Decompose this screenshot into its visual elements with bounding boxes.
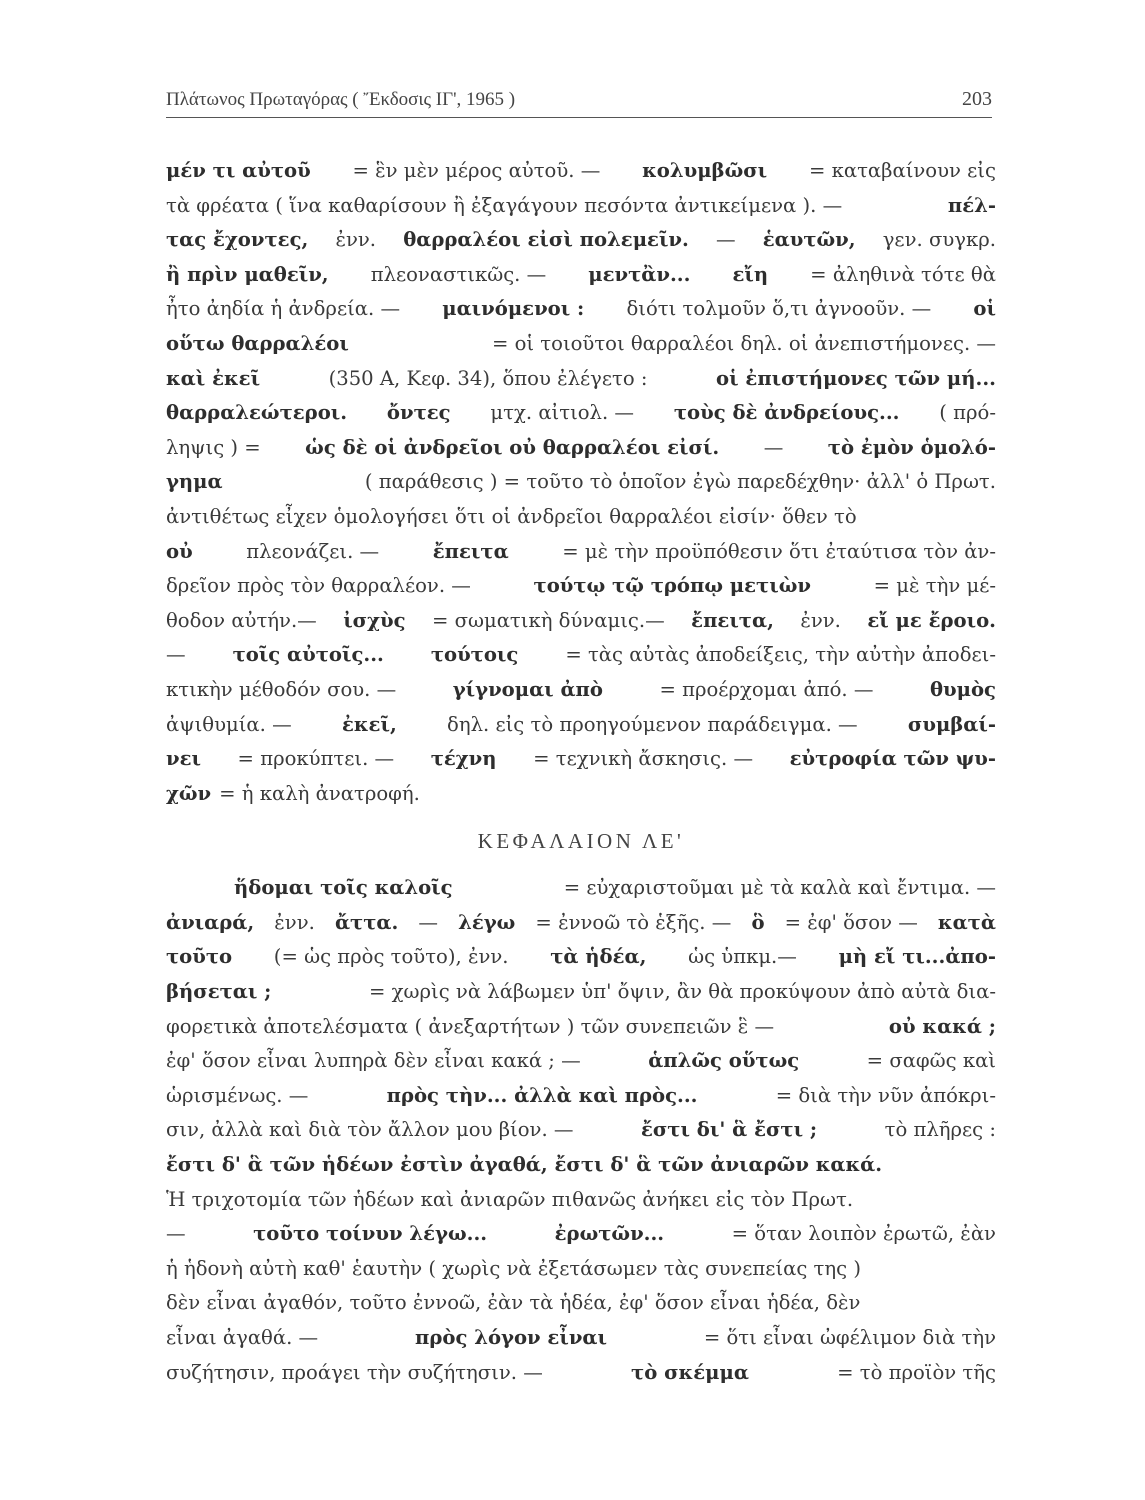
gloss-text: = μὲ τὴν προϋπόθεσιν ὅτι ἐταύτισα τὸν ἀν- bbox=[562, 539, 996, 563]
gloss-text: = ὅτι εἶναι ὠφέλιμον διὰ τὴν bbox=[703, 1326, 996, 1349]
gloss-text: — bbox=[716, 228, 736, 252]
gloss-text: μτχ. αἰτιολ. — bbox=[490, 401, 635, 425]
text-line bbox=[166, 1010, 996, 1045]
lemma-term: ἰσχὺς bbox=[343, 608, 406, 632]
lemma-term: θυμὸς bbox=[929, 677, 996, 701]
lemma-term: κολυμβῶσι bbox=[642, 159, 768, 182]
lemma-term: τοὺς δὲ ἀνδρείους... bbox=[673, 401, 900, 425]
lemma-term: εὐτροφία τῶν ψυ- bbox=[789, 747, 996, 771]
gloss-text: = προέρχομαι ἀπό. — bbox=[659, 677, 874, 701]
text-line bbox=[166, 362, 996, 397]
gloss-text: ἀψιθυμία. — bbox=[166, 712, 292, 736]
lemma-term: οἱ ἐπιστήμονες τῶν μή... bbox=[716, 366, 996, 390]
gloss-text: Ἡ τριχοτομία τῶν ἡδέων καὶ ἀνιαρῶν πιθανῶς ἀνήκει εἰς τὸν Πρωτ. bbox=[166, 1187, 854, 1211]
text-line bbox=[166, 777, 996, 812]
gloss-text: γεν. συγκρ. bbox=[882, 228, 996, 252]
lemma-term: τὸ ἐμὸν ὁμολό- bbox=[827, 435, 996, 459]
lemma-term: κατὰ bbox=[937, 910, 996, 934]
gloss-text: ἐφ' ὅσον εἶναι λυπηρὰ δὲν εἶναι κακά ; — bbox=[166, 1049, 581, 1073]
lemma-term: μὴ εἴ τι...ἀπο- bbox=[838, 945, 996, 969]
lemma-term: πέλ- bbox=[947, 193, 996, 217]
gloss-text: = ἓν μὲν μέρος αὐτοῦ. — bbox=[352, 159, 601, 182]
gloss-text: δηλ. εἰς τὸ προηγούμενον παράδειγμα. — bbox=[447, 712, 858, 736]
lemma-term: τὰ ἡδέα, bbox=[550, 945, 647, 969]
gloss-text: δὲν εἶναι ἀγαθόν, τοῦτο ἐννοῶ, ἐὰν τὰ ἡδέα, ἐφ' ὅσον εἶναι ἡδέα, δὲν bbox=[166, 1291, 861, 1315]
lemma-term: τοῖς αὐτοῖς... bbox=[232, 643, 384, 667]
lemma-term: τούτοις bbox=[430, 643, 519, 667]
gloss-text: ὡς ὑπκμ.— bbox=[688, 945, 797, 969]
text-line bbox=[166, 1356, 996, 1391]
text-line bbox=[166, 292, 996, 327]
lemma-term: ἁπλῶς οὕτως bbox=[648, 1049, 800, 1073]
gloss-text: (= ὡς πρὸς τοῦτο), ἐνν. bbox=[273, 945, 509, 969]
lemma-term: τὸ σκέμμα bbox=[631, 1360, 749, 1384]
running-title: Πλάτωνος Πρωταγόρας ( Ἔκδοσις ΙΓ', 1965 ) bbox=[166, 89, 516, 110]
gloss-text: = ἐφ' ὅσον — bbox=[784, 910, 918, 934]
gloss-text: = τὰς αὐτὰς ἀποδείξεις, τὴν αὐτὴν ἀποδει- bbox=[565, 643, 996, 667]
lemma-term: ἄττα. bbox=[334, 910, 399, 934]
gloss-text: εἶναι ἀγαθά. — bbox=[166, 1326, 319, 1349]
text-line bbox=[166, 673, 996, 708]
text-line bbox=[166, 1321, 996, 1356]
lemma-term: γημα bbox=[166, 470, 223, 494]
gloss-text: = τὸ προϊὸν τῆς bbox=[837, 1360, 996, 1384]
gloss-text: ὡρισμένως. — bbox=[166, 1083, 309, 1107]
gloss-text: = ἀληθινὰ τότε θὰ bbox=[810, 262, 996, 286]
gloss-text: = ἐννοῶ τὸ ἑξῆς. — bbox=[535, 910, 732, 934]
lemma-term: ἢ πρὶν μαθεῖν, bbox=[166, 262, 329, 286]
text-line bbox=[166, 500, 996, 535]
gloss-text: = προκύπτει. — bbox=[237, 747, 395, 771]
page-number: 203 bbox=[962, 88, 992, 110]
text-line bbox=[166, 223, 996, 258]
gloss-text: συζήτησιν, προάγει τὴν συζήτησιν. — bbox=[166, 1360, 543, 1384]
gloss-text: ( παράθεσις ) = τοῦτο τὸ ὁποῖον ἐγὼ παρεδέχθην· ἀλλ' ὁ Πρωτ. bbox=[364, 470, 996, 494]
lemma-term: τέχνη bbox=[430, 747, 497, 771]
text-line bbox=[166, 258, 996, 293]
lemma-term: ἑαυτῶν, bbox=[762, 228, 856, 252]
text-line bbox=[166, 431, 996, 466]
text-line bbox=[166, 975, 996, 1010]
lemma-term: βήσεται ; bbox=[166, 980, 272, 1004]
commentary-section-1 bbox=[166, 154, 996, 811]
gloss-text: τὰ φρέατα ( ἵνα καθαρίσουν ἢ ἐξαγάγουν πεσόντα ἀντικείμενα ). — bbox=[166, 193, 843, 217]
gloss-text: — bbox=[166, 643, 186, 667]
lemma-term: χῶν bbox=[166, 781, 212, 805]
lemma-term: γίγνομαι ἀπὸ bbox=[452, 677, 603, 701]
gloss-text: = τεχνικὴ ἄσκησις. — bbox=[533, 747, 754, 771]
gloss-text: = σωματικὴ δύναμις.— bbox=[431, 608, 665, 632]
gloss-text: — bbox=[763, 435, 784, 459]
text-line bbox=[166, 940, 996, 975]
chapter-heading: ΚΕΦΑΛΑΙΟΝ ΛΕ' bbox=[477, 829, 685, 854]
lemma-term: εἴη bbox=[732, 262, 769, 286]
lemma-term: οὕτω θαρραλέοι bbox=[166, 331, 349, 355]
text-line bbox=[166, 871, 996, 906]
lemma-term: μαινόμενοι : bbox=[442, 297, 585, 321]
lemma-term: ὃ bbox=[751, 910, 765, 934]
text-line bbox=[166, 742, 996, 777]
lemma-term: εἴ με ἔροιο. bbox=[867, 608, 996, 632]
gloss-text: θοδον αὐτήν.— bbox=[166, 608, 317, 632]
gloss-text: = ἡ καλὴ ἀνατροφή. bbox=[219, 781, 420, 805]
lemma-term: ἔστι δ' ἃ τῶν ἡδέων ἐστὶν ἀγαθά, ἔστι δ' ἃ τῶν ἀνιαρῶν κακά. bbox=[166, 1153, 883, 1177]
lemma-term: πρὸς λόγον εἶναι bbox=[415, 1326, 607, 1349]
lemma-term: θαρραλέοι εἰσὶ πολεμεῖν. bbox=[403, 228, 689, 252]
lemma-term: πρὸς τὴν... ἀλλὰ καὶ πρὸς... bbox=[386, 1083, 698, 1107]
gloss-text: — bbox=[166, 1222, 186, 1246]
lemma-term: ἀνιαρά, bbox=[166, 910, 255, 934]
gloss-text: = ὅταν λοιπὸν ἐρωτῶ, ἐὰν bbox=[731, 1222, 996, 1246]
lemma-term: ὡς δὲ οἱ ἀνδρεῖοι οὐ θαρραλέοι εἰσί. bbox=[305, 435, 720, 459]
lemma-term: νει bbox=[166, 747, 201, 771]
gloss-text: ἀντιθέτως εἶχεν ὁμολογήσει ὅτι οἱ ἀνδρεῖοι θαρραλέοι εἰσίν· ὅθεν τὸ bbox=[166, 504, 857, 528]
lemma-term: μεντἂν... bbox=[588, 262, 691, 286]
lemma-term: τοῦτο τοίνυν λέγω... bbox=[253, 1222, 488, 1246]
text-line bbox=[166, 604, 996, 639]
text-line bbox=[166, 638, 996, 673]
commentary-section-2 bbox=[166, 871, 996, 1390]
gloss-text: = σαφῶς καὶ bbox=[866, 1049, 996, 1073]
gloss-text: — bbox=[418, 910, 438, 934]
page-body bbox=[166, 154, 996, 1390]
lemma-term: ἥδομαι τοῖς καλοῖς bbox=[234, 876, 453, 900]
gloss-text: = χωρὶς νὰ λάβωμεν ὑπ' ὄψιν, ἂν θὰ προκύψουν ἀπὸ αὐτὰ δια- bbox=[369, 980, 996, 1004]
gloss-text: ἦτο ἀηδία ἡ ἀνδρεία. — bbox=[166, 297, 401, 321]
lemma-term: οὐ bbox=[166, 539, 193, 563]
text-line bbox=[166, 1252, 996, 1287]
lemma-term: ἔστι δι' ἃ ἔστι ; bbox=[640, 1118, 818, 1142]
text-line bbox=[166, 906, 996, 941]
text-line bbox=[166, 327, 996, 362]
text-line bbox=[166, 569, 996, 604]
text-line bbox=[166, 708, 996, 743]
gloss-text: σιν, ἀλλὰ καὶ διὰ τὸν ἄλλον μου βίον. — bbox=[166, 1118, 574, 1142]
text-line bbox=[166, 1217, 996, 1252]
text-line bbox=[166, 396, 996, 431]
lemma-term: ὄντες bbox=[386, 401, 451, 425]
gloss-text: = οἱ τοιοῦτοι θαρραλέοι δηλ. οἱ ἀνεπιστήμονες. — bbox=[491, 331, 996, 355]
text-line bbox=[166, 1286, 996, 1321]
gloss-text: = εὐχαριστοῦμαι μὲ τὰ καλὰ καὶ ἔντιμα. — bbox=[563, 876, 996, 900]
text-line bbox=[166, 1148, 996, 1183]
gloss-text: τὸ πλῆρες : bbox=[884, 1118, 996, 1142]
lemma-term: μέν τι αὐτοῦ bbox=[166, 159, 311, 182]
lemma-term: οὐ κακά ; bbox=[888, 1014, 996, 1038]
lemma-term: οἱ bbox=[973, 297, 996, 321]
running-header bbox=[166, 88, 992, 118]
lemma-term: συμβαί- bbox=[907, 712, 996, 736]
lemma-term: καὶ ἐκεῖ bbox=[166, 366, 261, 390]
gloss-text: δρεῖον πρὸς τὸν θαρραλέον. — bbox=[166, 574, 471, 598]
lemma-term: ἔπειτα, bbox=[691, 608, 774, 632]
lemma-term: θαρραλεώτεροι. bbox=[166, 401, 348, 425]
gloss-text: = διὰ τὴν νῦν ἀπόκρι- bbox=[775, 1083, 996, 1107]
gloss-text: πλεοναστικῶς. — bbox=[370, 262, 547, 286]
text-line bbox=[166, 189, 996, 224]
text-line bbox=[166, 1183, 996, 1218]
gloss-text: πλεονάζει. — bbox=[246, 539, 380, 563]
text-line bbox=[166, 465, 996, 500]
gloss-text: ἡ ἡδονὴ αὐτὴ καθ' ἑαυτὴν ( χωρὶς νὰ ἐξετάσωμεν τὰς συνεπείας της ) bbox=[166, 1256, 861, 1280]
lemma-term: τας ἔχοντες, bbox=[166, 228, 309, 252]
lemma-term: λέγω bbox=[458, 910, 516, 934]
text-line bbox=[166, 1113, 996, 1148]
gloss-text: ἐνν. bbox=[335, 228, 377, 252]
gloss-text: φορετικὰ ἀποτελέσματα ( ἀνεξαρτήτων ) τῶν συνεπειῶν ἓ — bbox=[166, 1014, 775, 1038]
gloss-text: ἐνν. bbox=[274, 910, 315, 934]
gloss-text: (350 A, Κεφ. 34), ὅπου ἐλέγετο : bbox=[328, 366, 648, 390]
gloss-text: ἐνν. bbox=[800, 608, 841, 632]
lemma-term: ἐρωτῶν... bbox=[554, 1222, 665, 1246]
lemma-term: ἐκεῖ, bbox=[341, 712, 397, 736]
text-line bbox=[166, 154, 996, 189]
gloss-text: = μὲ τὴν μέ- bbox=[873, 574, 996, 598]
text-line bbox=[166, 1044, 996, 1079]
text-line bbox=[166, 535, 996, 570]
gloss-text: = καταβαίνουν εἰς bbox=[808, 159, 996, 182]
gloss-text: διότι τολμοῦν ὅ,τι ἀγνοοῦν. — bbox=[626, 297, 932, 321]
gloss-text: κτικὴν μέθοδόν σου. — bbox=[166, 677, 397, 701]
gloss-text: ( πρό- bbox=[939, 401, 996, 425]
gloss-text: ληψις ) = bbox=[166, 435, 261, 459]
lemma-term: τούτῳ τῷ τρόπῳ μετιὼν bbox=[533, 574, 811, 598]
lemma-term: τοῦτο bbox=[166, 945, 233, 969]
lemma-term: ἔπειτα bbox=[432, 539, 509, 563]
text-line bbox=[166, 1079, 996, 1114]
